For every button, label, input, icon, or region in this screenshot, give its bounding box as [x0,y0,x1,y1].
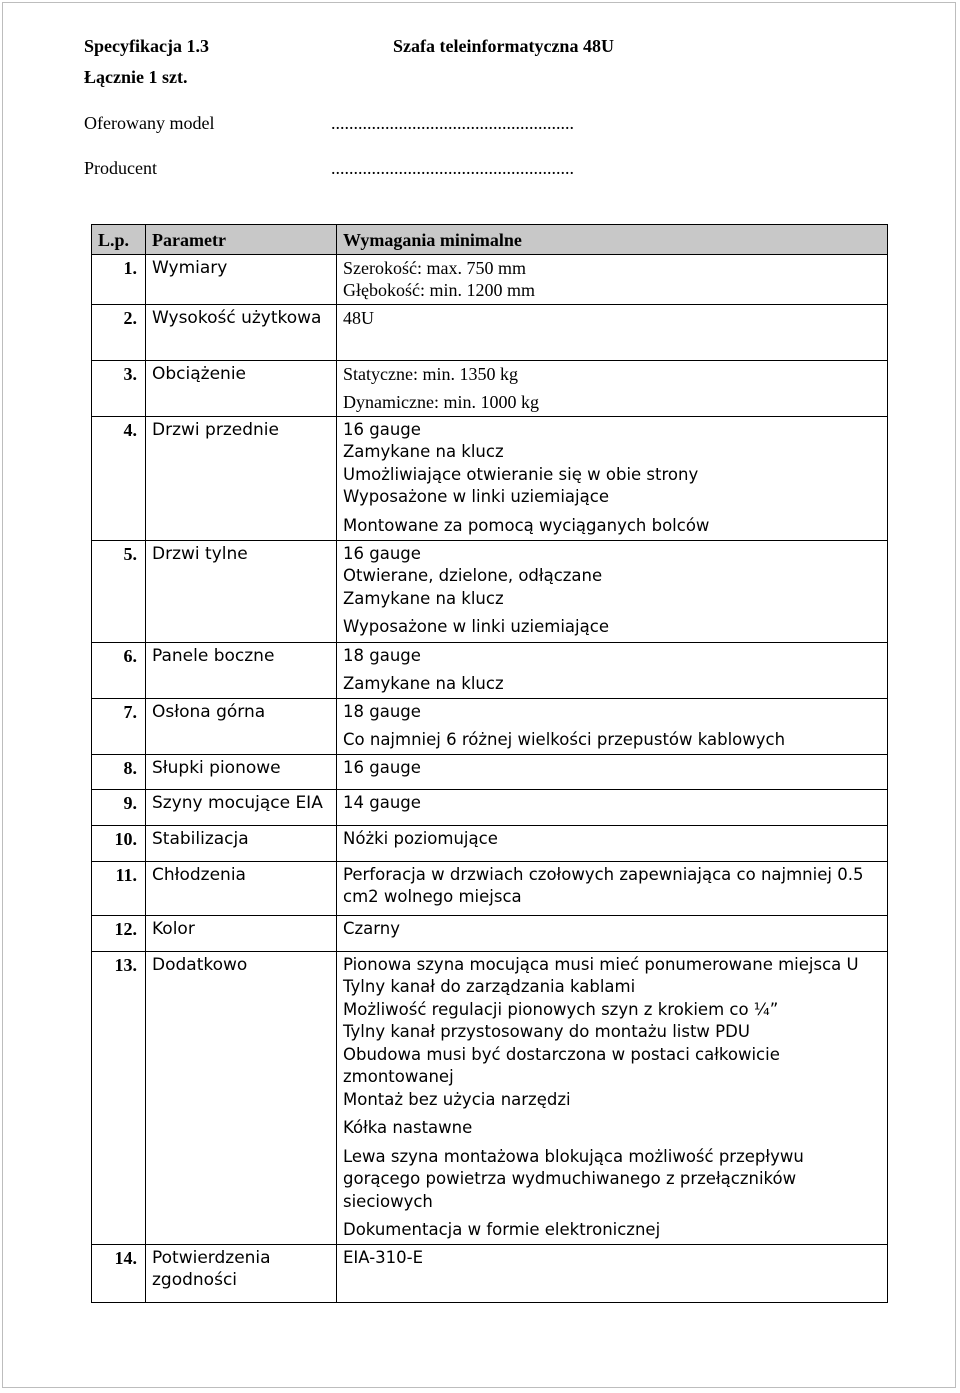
row-number: 4. [92,416,146,540]
model-label: Oferowany model [84,113,215,133]
row-requirements [337,951,888,1244]
row-parameter: Chłodzenia [146,861,337,915]
requirement-line: Zamykane na klucz [343,588,504,608]
spec-table [91,224,888,1303]
table-row [92,861,888,915]
row-parameter: Słupki pionowe [146,754,337,789]
row-parameter: Wysokość użytkowa [146,304,337,360]
row-parameter: Panele boczne [146,642,337,698]
requirement-line: Co najmniej 6 różnej wielkości przepustów kablowych [343,730,786,749]
requirement-line: 18 gauge [343,701,421,721]
requirement-line: Dynamiczne: min. 1000 kg [343,392,539,412]
requirement-line: Kółka nastawne [343,1118,473,1137]
requirement-line: Zamykane na klucz [343,674,504,693]
table-row [92,540,888,642]
requirement-line: 14 gauge [343,792,421,812]
requirement-line: Lewa szyna montażowa blokująca możliwość przepływu gorącego powietrza wydmuchiwanego z przełączników sieciowych [343,1146,804,1211]
row-parameter: Szyny mocujące EIA [146,789,337,825]
row-number: 9. [92,789,146,825]
row-parameter: Dodatkowo [146,951,337,1244]
requirement-line: Montaż bez użycia narzędzi [343,1089,571,1109]
row-requirements [337,360,888,416]
table-row [92,304,888,360]
row-requirements [337,642,888,698]
row-parameter: Stabilizacja [146,825,337,861]
row-requirements [337,861,888,915]
row-requirements [337,254,888,304]
row-parameter: Potwierdzenia zgodności [146,1244,337,1302]
table-row [92,360,888,416]
row-parameter: Drzwi przednie [146,416,337,540]
table-row [92,754,888,789]
table-row [92,1244,888,1302]
row-requirements [337,825,888,861]
row-number: 13. [92,951,146,1244]
requirement-line: Pionowa szyna mocująca musi mieć ponumerowane miejsca U [343,954,859,974]
requirement-line: Tylny kanał do zarządzania kablami [343,977,636,996]
requirement-line: Nóżki poziomujące [343,828,498,848]
requirement-line: Otwierane, dzielone, odłączane [343,566,603,585]
row-number: 8. [92,754,146,789]
header-param: Parametr [146,225,337,255]
requirement-line: Szerokość: max. 750 mm [343,257,526,278]
row-number: 10. [92,825,146,861]
row-parameter: Obciążenie [146,360,337,416]
table-header-row [92,225,888,255]
table-row [92,915,888,951]
requirement-line: Czarny [343,918,401,938]
spec-number: Specyfikacja 1.3 [84,36,209,56]
requirement-line: Głębokość: min. 1200 mm [343,280,535,300]
table-row [92,951,888,1244]
row-number: 7. [92,698,146,754]
table-body [92,254,888,1302]
requirement-line: 16 gauge [343,757,421,777]
table-row [92,825,888,861]
requirement-line: Umożliwiające otwieranie się w obie strony [343,464,699,484]
requirement-line: Możliwość regulacji pionowych szyn z krokiem co ¼” [343,999,779,1019]
table-row [92,254,888,304]
row-number: 3. [92,360,146,416]
header-req: Wymagania minimalne [337,225,888,255]
row-requirements [337,540,888,642]
row-number: 14. [92,1244,146,1302]
row-requirements [337,915,888,951]
total-quantity: Łącznie 1 szt. [84,67,188,87]
requirement-line: Obudowa musi być dostarczona w postaci całkowicie zmontowanej [343,1044,780,1086]
row-requirements [337,416,888,540]
row-requirements [337,1244,888,1302]
row-requirements [337,754,888,789]
row-number: 2. [92,304,146,360]
requirement-line: 18 gauge [343,645,421,665]
requirement-line: Zamykane na klucz [343,442,504,461]
row-requirements [337,304,888,360]
row-requirements [337,789,888,825]
requirement-line: Montowane za pomocą wyciąganych bolców [343,515,710,535]
row-requirements [337,698,888,754]
row-number: 12. [92,915,146,951]
producer-label: Producent [84,158,157,178]
row-parameter: Drzwi tylne [146,540,337,642]
table-row [92,698,888,754]
row-parameter: Wymiary [146,254,337,304]
requirement-line: Statyczne: min. 1350 kg [343,363,518,384]
producer-field[interactable]: ...................................................... [331,158,574,178]
table-row [92,642,888,698]
row-number: 6. [92,642,146,698]
requirement-line: 48U [343,307,374,328]
row-parameter: Osłona górna [146,698,337,754]
requirement-line: Tylny kanał przystosowany do montażu listw PDU [343,1022,750,1041]
document-title: Szafa teleinformatyczna 48U [393,36,614,56]
row-number: 11. [92,861,146,915]
requirement-line: Wyposażone w linki uziemiające [343,617,609,636]
header-lp: L.p. [92,225,146,255]
row-number: 5. [92,540,146,642]
requirement-line: 16 gauge [343,419,421,439]
table-row [92,789,888,825]
table-row [92,416,888,540]
model-field[interactable]: ...................................................... [331,113,574,133]
row-parameter: Kolor [146,915,337,951]
requirement-line: EIA-310-E [343,1247,424,1267]
requirement-line: Perforacja w drzwiach czołowych zapewniająca co najmniej 0.5 cm2 wolnego miejsca [343,864,864,906]
requirement-line: Wyposażone w linki uziemiające [343,487,609,506]
requirement-line: 16 gauge [343,543,421,563]
requirement-line: Dokumentacja w formie elektronicznej [343,1220,661,1239]
row-number: 1. [92,254,146,304]
